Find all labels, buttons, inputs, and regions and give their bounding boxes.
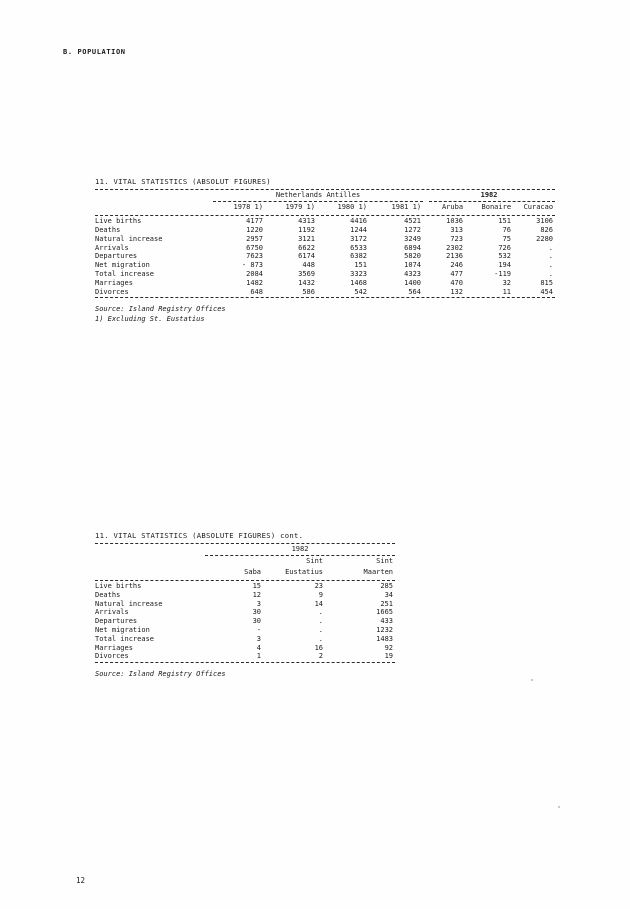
table-row: [95, 288, 555, 297]
table1-col-3: 1980 1): [337, 203, 367, 212]
cell: 19: [384, 652, 393, 661]
vital-statistics-table-1: [95, 178, 555, 324]
table2-col-3-line2: Maarten: [363, 568, 394, 577]
cell: 6174: [298, 252, 315, 261]
cell: 723: [450, 234, 463, 243]
row-label: Deaths: [95, 225, 121, 234]
cell: 92: [384, 643, 393, 652]
table1-col-1: 1978 1): [233, 203, 263, 212]
cell: 532: [498, 252, 511, 261]
cell: 1483: [376, 634, 393, 643]
cell: 6622: [298, 243, 315, 252]
table1-bottom-rule: [95, 297, 555, 298]
cell: 1468: [350, 278, 367, 287]
table1-source-block: [95, 305, 555, 324]
cell: .: [318, 608, 323, 617]
cell: 9: [318, 590, 323, 599]
table-row: [95, 626, 395, 635]
cell: 246: [450, 261, 463, 270]
cell: -119: [494, 269, 511, 278]
cell: 75: [502, 234, 511, 243]
table2-group-header-row: [95, 545, 395, 555]
cell: 3323: [350, 269, 367, 278]
cell: .: [548, 243, 553, 252]
table-row: [95, 279, 555, 288]
cell: 6750: [246, 243, 263, 252]
row-label: Marriages: [95, 643, 133, 652]
cell: 815: [540, 278, 553, 287]
cell: 1400: [404, 278, 421, 287]
table2-body: [95, 582, 395, 661]
cell: 1192: [298, 225, 315, 234]
cell: 151: [498, 217, 511, 226]
cell: .: [318, 634, 323, 643]
row-label: Live births: [95, 217, 142, 226]
cell: 470: [450, 278, 463, 287]
cell: 11: [502, 287, 511, 296]
cell: 3172: [350, 234, 367, 243]
table1-col-7: Curacao: [523, 203, 554, 212]
cell: 1244: [350, 225, 367, 234]
table2-column-header-row-2: [95, 568, 395, 579]
row-label: Deaths: [95, 590, 121, 599]
table1-group-spacer: [95, 191, 213, 201]
table2-col-2-line1: Sint: [306, 557, 323, 566]
cell: .: [318, 625, 323, 634]
cell: 826: [540, 225, 553, 234]
row-label: Divorces: [95, 652, 129, 661]
cell: 2280: [536, 234, 553, 243]
cell: 32: [502, 278, 511, 287]
cell: 454: [540, 287, 553, 296]
cell: 4416: [350, 217, 367, 226]
cell: 3249: [404, 234, 421, 243]
cell: 2084: [246, 269, 263, 278]
table2-group-spacer: [95, 545, 205, 555]
cell: 564: [408, 287, 421, 296]
row-label: Departures: [95, 617, 138, 626]
row-label: Divorces: [95, 287, 129, 296]
cell: 4313: [298, 217, 315, 226]
table-row: [95, 226, 555, 235]
cell: 4: [256, 643, 261, 652]
table2-col-1-line2: Saba: [244, 568, 261, 577]
cell: 648: [250, 287, 263, 296]
row-label: Net migration: [95, 625, 150, 634]
cell: 194: [498, 261, 511, 270]
table-row: [95, 582, 395, 591]
table2-bottom-rule: [95, 662, 395, 663]
cell: 23: [314, 581, 323, 590]
cell: .: [318, 617, 323, 626]
table-row: [95, 644, 395, 653]
table2-col-3-line1: Sint: [376, 557, 394, 566]
cell: 251: [380, 599, 393, 608]
cell: 3106: [536, 217, 553, 226]
table-row: [95, 270, 555, 279]
cell: 4177: [246, 217, 263, 226]
cell: 34: [384, 590, 393, 599]
paper-speck: [558, 806, 560, 808]
table1-source: Source: Island Registry Offices: [95, 305, 226, 314]
table2-col-0-line1: [95, 557, 205, 568]
row-label: Live births: [95, 581, 142, 590]
cell: 6894: [404, 243, 421, 252]
table1-group-antilles: Netherlands Antilles: [275, 190, 361, 199]
table-row: [95, 635, 395, 644]
table1-footnote: 1) Excluding St. Eustatius: [95, 314, 205, 323]
table1-grid: [95, 191, 555, 215]
cell: 2302: [446, 243, 463, 252]
cell: 726: [498, 243, 511, 252]
cell: 542: [354, 287, 367, 296]
row-label: Departures: [95, 252, 138, 261]
cell: 448: [302, 261, 315, 270]
table-row: [95, 652, 395, 661]
cell: 1: [256, 652, 261, 661]
cell: 151: [354, 261, 367, 270]
row-label: Total increase: [95, 269, 155, 278]
cell: 313: [450, 225, 463, 234]
cell: 2136: [446, 252, 463, 261]
row-label: Marriages: [95, 278, 133, 287]
table-row: [95, 252, 555, 261]
cell: .: [548, 252, 553, 261]
cell: .: [548, 269, 553, 278]
cell: 30: [252, 608, 261, 617]
table-row: [95, 261, 555, 270]
cell: 16: [314, 643, 323, 652]
table1-column-header-row: [95, 203, 555, 214]
table1-header-rule: [95, 215, 555, 216]
cell: 6533: [350, 243, 367, 252]
table1-col-2: 1979 1): [285, 203, 315, 212]
cell: 1074: [404, 261, 421, 270]
cell: 132: [450, 287, 463, 296]
page-number: 12: [76, 876, 86, 885]
table-row: [95, 244, 555, 253]
cell: 30: [252, 617, 261, 626]
cell: 14: [314, 599, 323, 608]
row-label: Natural increase: [95, 599, 163, 608]
cell: 6382: [350, 252, 367, 261]
vital-statistics-table-2: [95, 532, 395, 680]
cell: -: [256, 625, 261, 634]
table2-grid: [95, 545, 395, 579]
cell: - 873: [241, 261, 263, 270]
table1-col-5: Aruba: [441, 203, 464, 212]
cell: 2: [318, 652, 323, 661]
table2-header-rule: [95, 580, 395, 581]
table2-title: 11. VITAL STATISTICS (ABSOLUTE FIGURES) cont.: [95, 531, 304, 540]
row-label: Arrivals: [95, 243, 129, 252]
cell: 1665: [376, 608, 393, 617]
table2-top-rule: [95, 543, 395, 544]
cell: 1272: [404, 225, 421, 234]
cell: 4521: [404, 217, 421, 226]
table2-col-0-line2: [95, 568, 205, 579]
table1-group-1982: 1982: [480, 190, 498, 199]
cell: 1036: [446, 217, 463, 226]
cell: 76: [502, 225, 511, 234]
table1-col-0: [95, 203, 213, 214]
table2-col-2-line2: Eustatius: [285, 568, 323, 577]
table2-col-1-line1: [205, 557, 263, 568]
cell: 477: [450, 269, 463, 278]
table1-col-4: 1981 1): [391, 203, 422, 212]
table1-body: [95, 217, 555, 296]
table2-group-1982: 1982: [291, 544, 309, 553]
cell: 1482: [246, 278, 263, 287]
cell: 3121: [298, 234, 315, 243]
row-label: Total increase: [95, 634, 155, 643]
cell: 15: [252, 581, 261, 590]
cell: 1220: [246, 225, 263, 234]
cell: 2957: [246, 234, 263, 243]
section-heading: B. POPULATION: [63, 48, 126, 56]
table1-group-header-row: [95, 191, 555, 201]
table2-column-header-row-1: [95, 557, 395, 568]
table1-top-rule: [95, 189, 555, 190]
table1-col-6: Bonaire: [481, 203, 512, 212]
cell: 3: [256, 634, 261, 643]
cell: 3: [256, 599, 261, 608]
paper-speck: [531, 679, 533, 681]
cell: 12: [252, 590, 261, 599]
cell: 7623: [246, 252, 263, 261]
cell: 1432: [298, 278, 315, 287]
table-row: [95, 600, 395, 609]
table1-title: 11. VITAL STATISTICS (ABSOLUT FIGURES): [95, 177, 271, 186]
table-row: [95, 217, 555, 226]
cell: 433: [380, 617, 393, 626]
row-label: Arrivals: [95, 608, 129, 617]
table-row: [95, 608, 395, 617]
cell: 3569: [298, 269, 315, 278]
cell: 5820: [404, 252, 421, 261]
table-row: [95, 591, 395, 600]
table-row: [95, 235, 555, 244]
table-row: [95, 617, 395, 626]
row-label: Net migration: [95, 261, 150, 270]
cell: 4323: [404, 269, 421, 278]
cell: 586: [302, 287, 315, 296]
table2-source: Source: Island Registry Offices: [95, 670, 226, 679]
cell: 285: [380, 581, 393, 590]
cell: 1232: [376, 625, 393, 634]
cell: .: [548, 261, 553, 270]
row-label: Natural increase: [95, 234, 163, 243]
